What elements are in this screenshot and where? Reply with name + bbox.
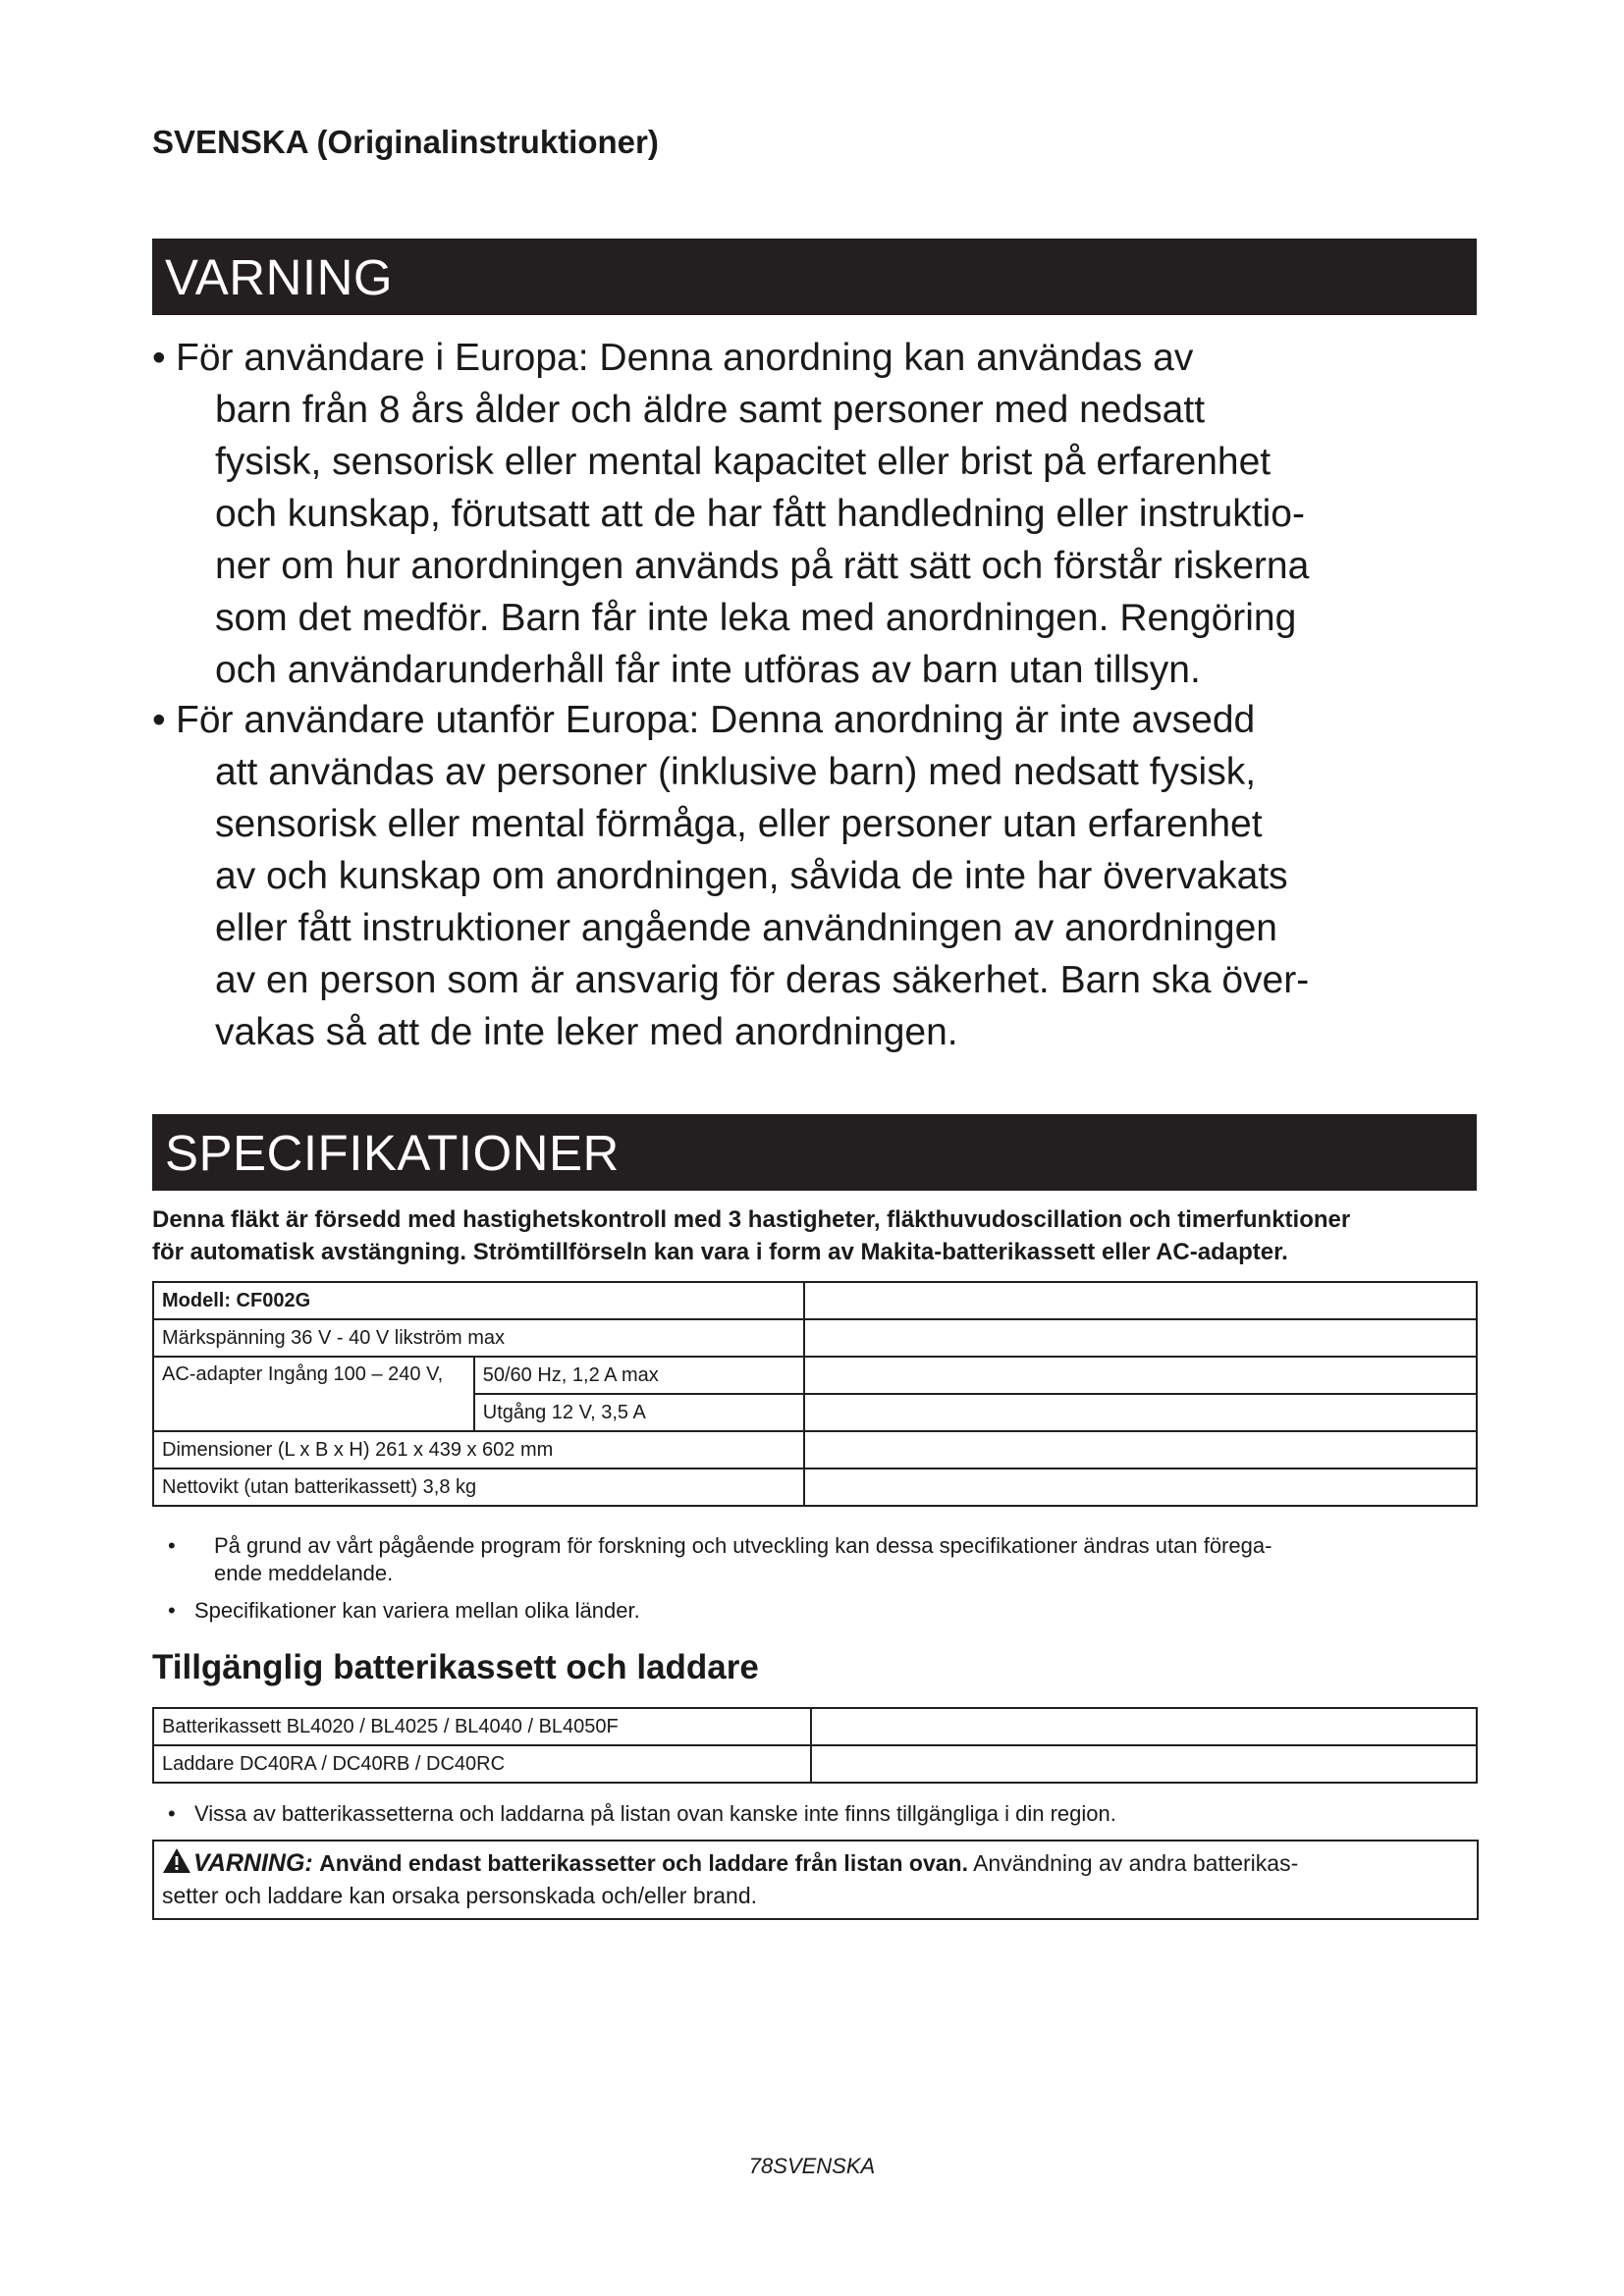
bullet: • <box>152 699 166 741</box>
warning-strong-text: Använd endast batterikassetter och laddare från listan ovan. <box>319 1850 968 1876</box>
table-row <box>153 1708 1477 1745</box>
empty-cell <box>804 1394 1477 1431</box>
ac-adapter-cell: AC-adapter Ingång 100 – 240 V, <box>153 1357 474 1431</box>
empty-cell <box>811 1708 1477 1745</box>
warning-item-europe <box>152 332 1488 696</box>
empty-cell <box>804 1468 1477 1506</box>
battery-cell: Batterikassett BL4020 / BL4025 / BL4040 / BL4050F <box>153 1708 811 1745</box>
table-row <box>153 1468 1477 1506</box>
warning-text: Användning av andra batterikas- setter och laddare kan orsaka personskada och/eller brand. <box>162 1850 1299 1908</box>
page-language-title: SVENSKA (Originalinstruktioner) <box>152 124 659 160</box>
table-row <box>153 1431 1477 1468</box>
empty-cell <box>804 1431 1477 1468</box>
empty-cell <box>804 1319 1477 1357</box>
specifications-table <box>152 1281 1478 1507</box>
availability-note <box>152 1800 1488 1828</box>
bullet: • <box>168 1598 176 1623</box>
specifications-banner <box>152 1114 1477 1191</box>
specifications-banner-title: SPECIFIKATIONER <box>165 1125 620 1181</box>
note-text: På grund av vårt pågående program för forskning och utveckling kan dessa specifikationer ändras utan förega- ende meddelande. <box>214 1533 1272 1585</box>
dimensions-cell: Dimensioner (L x B x H) 261 x 439 x 602 mm <box>153 1431 804 1468</box>
note-text: Specifikationer kan variera mellan olika länder. <box>194 1598 640 1623</box>
battery-warning-box <box>152 1840 1479 1920</box>
warning-item-text: För användare utanför Europa: Denna anordning är inte avsedd att användas av personer (inklusive barn) med nedsatt fysisk, sensorisk eller mental förmåga, eller personer utan erfarenhet av och kunskap om anordningen, såvida de inte har övervakats eller fått instruktioner angående användningen av anordningen av en person som är ansvarig för deras säkerhet. Barn ska över- vakas så att de inte leker med anordningen. <box>176 699 1310 1053</box>
warning-label: VARNING: <box>193 1849 313 1877</box>
table-row <box>153 1745 1477 1783</box>
rated-voltage-cell: Märkspänning 36 V - 40 V likström max <box>153 1319 804 1357</box>
model-cell: Modell: CF002G <box>153 1282 804 1319</box>
warning-banner-title: VARNING <box>165 249 394 305</box>
warning-triangle-icon <box>162 1847 191 1881</box>
page-footer: 78SVENSKA <box>748 2154 876 2178</box>
bullet: • <box>152 337 166 379</box>
empty-cell <box>811 1745 1477 1783</box>
battery-charger-heading: Tillgänglig batterikassett och laddare <box>152 1648 759 1686</box>
ac-output-cell: Utgång 12 V, 3,5 A <box>474 1394 805 1431</box>
warning-banner <box>152 239 1477 315</box>
net-weight-cell: Nettovikt (utan batterikassett) 3,8 kg <box>153 1468 804 1506</box>
table-row <box>153 1319 1477 1357</box>
battery-charger-table <box>152 1707 1478 1784</box>
table-row <box>153 1282 1477 1319</box>
table-row <box>153 1357 1477 1394</box>
spec-note-research <box>152 1532 1488 1587</box>
empty-cell <box>804 1357 1477 1394</box>
ac-input-cell: 50/60 Hz, 1,2 A max <box>474 1357 805 1394</box>
specifications-intro: Denna fläkt är försedd med hastighetskontroll med 3 hastigheter, fläkthuvudoscillation och timerfunktioner för automatisk avstängning. Strömtillförseln kan vara i form av Makita-batterikassett eller AC-adapter. <box>152 1206 1351 1265</box>
note-text: Vissa av batterikassetterna och laddarna på listan ovan kanske inte finns tillgängliga i din region. <box>194 1801 1116 1826</box>
charger-cell: Laddare DC40RA / DC40RB / DC40RC <box>153 1745 811 1783</box>
warning-item-outside-europe <box>152 694 1488 1058</box>
warning-item-text: För användare i Europa: Denna anordning kan användas av barn från 8 års ålder och äldre samt personer med nedsatt fysisk, sensorisk eller mental kapacitet eller brist på erfarenhet och kunskap, förutsatt att de har fått handledning eller instruktio- ner om hur anordningen används på rätt sätt och förstår riskerna som det medför. Barn får inte leka med anordningen. Rengöring och användarunderhåll får inte utföras av barn utan tillsyn. <box>176 337 1310 691</box>
bullet: • <box>168 1533 176 1558</box>
bullet: • <box>168 1801 176 1826</box>
empty-cell <box>804 1282 1477 1319</box>
spec-note-countries <box>152 1597 1488 1625</box>
